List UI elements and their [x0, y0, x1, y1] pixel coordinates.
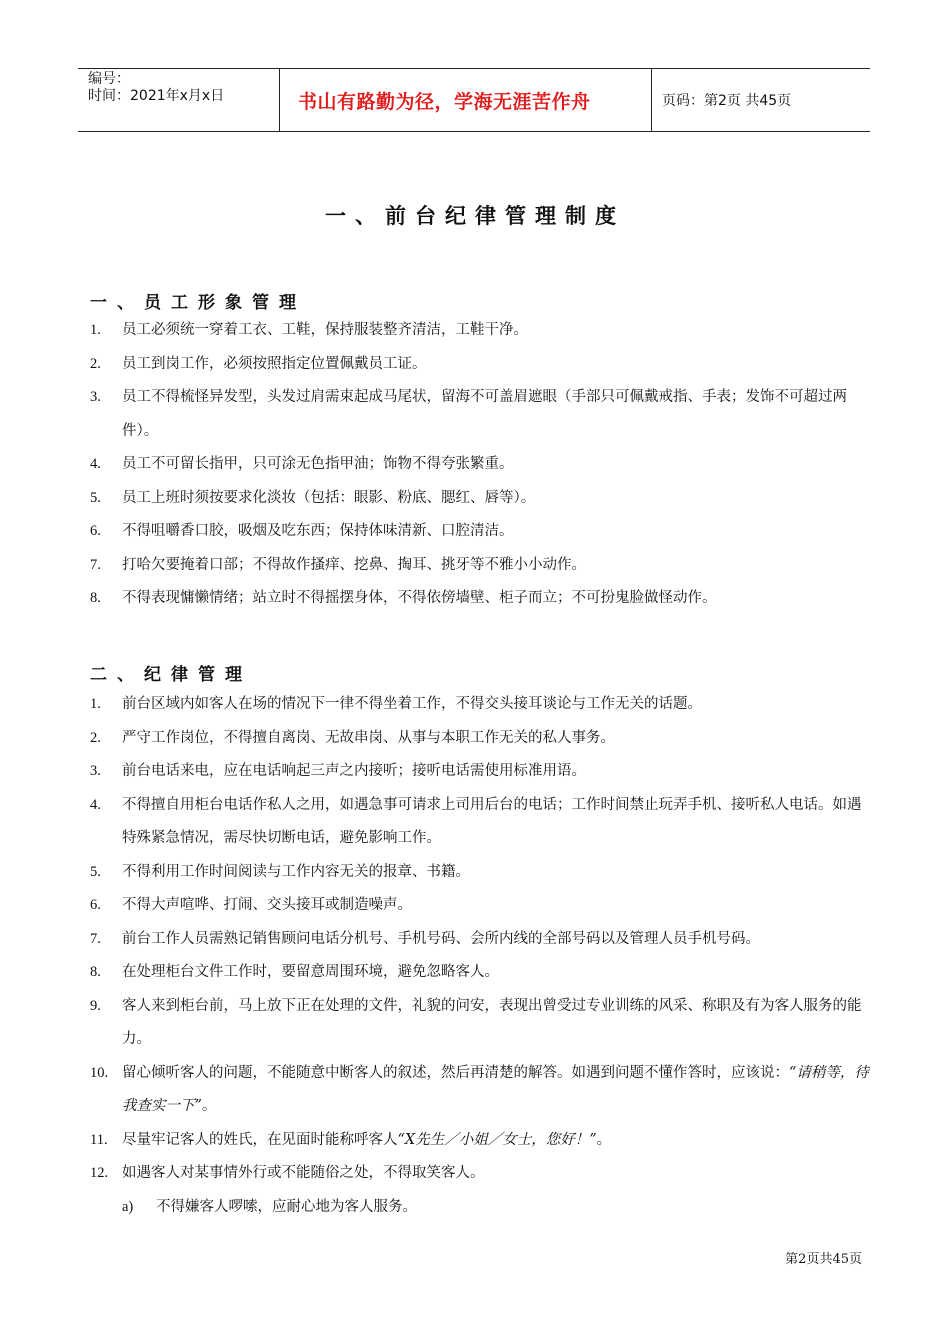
list-item: 1. 员工必须统一穿着工衣、工鞋，保持服装整齐清洁，工鞋干净。 [90, 322, 528, 338]
header-motto: 书山有路勤为径，学海无涯苦作舟 [280, 69, 652, 131]
list-item: 3. 员工不得梳怪异发型，头发过肩需束起成马尾状，留海不可盖眉遮眼（手部只可佩戴戒指、手表；发饰不可超过两件）。 [90, 389, 847, 439]
list-item: 3. 前台电话来电，应在电话响起三声之内接听；接听电话需使用标准用语。 [90, 763, 586, 779]
list-item: 4. 员工不可留长指甲，只可涂无色指甲油；饰物不得夸张繁重。 [90, 456, 514, 472]
header-meta [78, 69, 280, 131]
page-header [78, 68, 870, 132]
list-item: 7. 打哈欠要掩着口部；不得故作搔痒、挖鼻、掏耳、挑牙等不雅小小动作。 [90, 556, 586, 573]
list-item: 9. 客人来到柜台前，马上放下正在处理的文件，礼貌的问安，表现出曾受过专业训练的风采、称职及有为客人服务的能力。 [90, 997, 862, 1047]
list-item: 1. 前台区域内如客人在场的情况下一律不得坐着工作，不得交头接耳谈论与工作无关的话题。 [90, 696, 702, 712]
header-page-label: 页码：第2页 共45页 [662, 93, 792, 109]
section1-list [90, 314, 870, 616]
list-item: 4. 不得擅自用柜台电话作私人之用，如遇急事可请求上司用后台的电话；工作时间禁止玩弄手机、接听私人电话。如遇特殊紧急情况，需尽快切断电话，避免影响工作。 [90, 796, 862, 846]
date-label: 时间：2021年x月x日 [88, 88, 225, 104]
list-item: 6. 不得大声喧哗、打闹、交头接耳或制造噪声。 [90, 897, 412, 913]
list-item: 12. 如遇客人对某事情外行或不能随俗之处，不得取笑客人。 [90, 1165, 485, 1181]
sub-list-item: a) 不得嫌客人啰嗦，应耐心地为客人服务。 [122, 1198, 417, 1215]
quote-text: “请稍等，待我查实一下” [122, 1064, 869, 1114]
serial-label: 编号： [88, 71, 130, 87]
list-item: 2. 严守工作岗位，不得擅自离岗、无故串岗、从事与本职工作无关的私人事务。 [90, 729, 615, 746]
list-item: 7. 前台工作人员需熟记销售顾问电话分机号、手机号码、会所内线的全部号码以及管理人员手机号码。 [90, 930, 760, 947]
document-title: 一、前台纪律管理制度 [325, 204, 625, 228]
list-item: 5. 员工上班时须按要求化淡妆（包括：眼影、粉底、腮红、唇等）。 [90, 489, 536, 506]
list-item: 2. 员工到岗工作，必须按照指定位置佩戴员工证。 [90, 355, 427, 372]
list-item: 10. 留心倾听客人的问题，不能随意中断客人的叙述，然后再清楚的解答。如遇到问题不懂作答时，应该说：“请稍等，待我查实一下”。 [90, 1064, 869, 1114]
list-item: 8. 不得表现慵懒情绪；站立时不得摇摆身体，不得依傍墙壁、柜子而立；不可扮鬼脸做怪动作。 [90, 590, 717, 606]
page-footer: 第2页共45页 [785, 1252, 862, 1267]
section2-heading: 二、纪律管理 [90, 665, 252, 685]
list-item: 6. 不得咀嚼香口胶，吸烟及吃东西；保持体味清新、口腔清洁。 [90, 523, 514, 539]
quote-text: “X先生／小姐／女士，您好！” [397, 1131, 597, 1148]
list-item: 11. 尽量牢记客人的姓氏，在见面时能称呼客人“X先生／小姐／女士，您好！”。 [90, 1131, 612, 1148]
list-item: 5. 不得利用工作时间阅读与工作内容无关的报章、书籍。 [90, 863, 470, 880]
list-item: 8. 在处理柜台文件工作时，要留意周围环境，避免忽略客人。 [90, 964, 499, 980]
section2-list [90, 688, 870, 1224]
section1-heading: 一、员工形象管理 [90, 293, 306, 313]
